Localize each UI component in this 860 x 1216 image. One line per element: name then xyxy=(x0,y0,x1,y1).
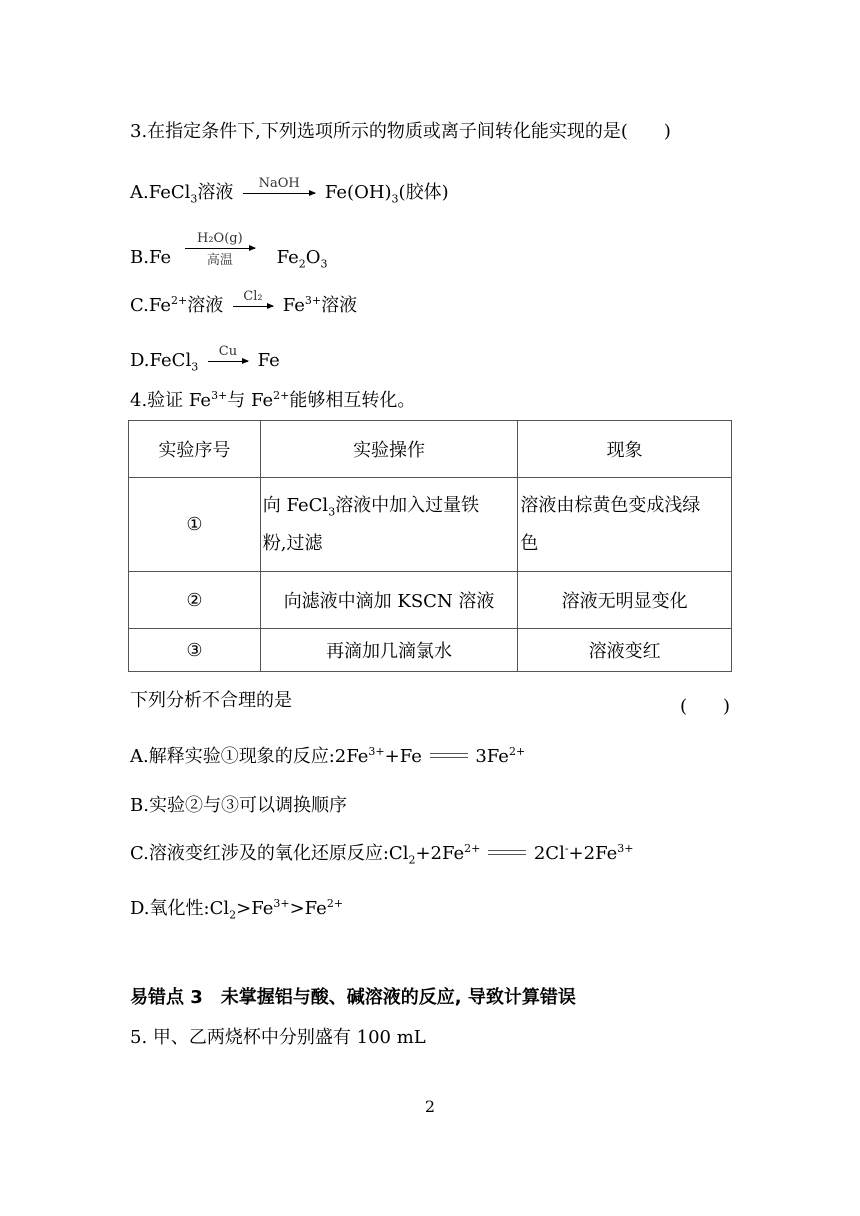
equals-sign xyxy=(488,850,526,855)
q3-option-c: $C.Fe^{2+}$溶液 Cl₂ $Fe^{3+}$溶液 xyxy=(130,288,358,316)
answer-paren: ( ) xyxy=(679,696,730,717)
equals-sign xyxy=(430,753,468,758)
section-heading: 易错点 3 未掌握铝与酸、碱溶液的反应, 导致计算错误 xyxy=(130,987,576,1008)
reaction-arrow: Cu xyxy=(208,361,248,362)
table-header: 实验操作 xyxy=(260,421,518,478)
reaction-arrow: H₂O(g) 高温 xyxy=(185,248,255,249)
q4-option-b: B.实验②与③可以调换顺序 xyxy=(130,795,347,816)
table-row xyxy=(129,478,732,572)
q5-stem: 5. 甲、乙两烧杯中分别盛有 100 mL xyxy=(130,1027,426,1048)
table-cell: 向 FeCl$_3$溶液中加入过量铁 粉,过滤 xyxy=(260,478,518,572)
table-cell: 溶液变红 xyxy=(518,629,732,672)
table-cell: 再滴加几滴氯水 xyxy=(260,629,518,672)
q4-option-d: D.氧化性$:Cl_2>Fe^{3+}>Fe^{2+}$ xyxy=(130,897,344,922)
q3-option-d: D.FeCl$_3$ Cu Fe xyxy=(130,343,280,374)
q4-ask: 下列分析不合理的是 xyxy=(130,690,292,711)
q3-stem: 3.在指定条件下,下列选项所示的物质或离子间转化能实现的是( ) xyxy=(130,121,671,142)
q4-option-c: C.溶液变红涉及的氧化还原反应$:Cl_2+2Fe^{2+}$ $2Cl^-+2Fe^{3+}$ xyxy=(130,842,634,867)
table-row xyxy=(129,629,732,672)
table-cell: 溶液由棕黄色变成浅绿 色 xyxy=(518,478,732,572)
table-cell: 溶液无明显变化 xyxy=(518,572,732,629)
experiment-table xyxy=(128,420,732,672)
q4-option-a: A.解释实验①现象的反应$:2Fe^{3+}+Fe$ $3Fe^{2+}$ xyxy=(130,745,526,767)
reaction-arrow: NaOH xyxy=(243,193,315,194)
table-row xyxy=(129,572,732,629)
q3-option-a: A.FeCl$_3$溶液 NaOH $Fe(OH)_3$(胶体) xyxy=(130,175,449,206)
table-header: 实验序号 xyxy=(129,421,261,478)
q4-stem: 4.验证 $Fe^{3+}$与 $Fe^{2+}$能够相互转化。 xyxy=(130,389,416,411)
table-cell: ② xyxy=(129,572,261,629)
table-cell: ③ xyxy=(129,629,261,672)
table-header-row xyxy=(129,421,732,478)
reaction-arrow: Cl₂ xyxy=(233,306,273,307)
table-cell: ① xyxy=(129,478,261,572)
q3-option-b: B.Fe H₂O(g) 高温 $Fe_2O_3$ xyxy=(130,230,328,271)
table-header: 现象 xyxy=(518,421,732,478)
page-number: 2 xyxy=(424,1097,436,1116)
table-cell: 向滤液中滴加 KSCN 溶液 xyxy=(260,572,518,629)
